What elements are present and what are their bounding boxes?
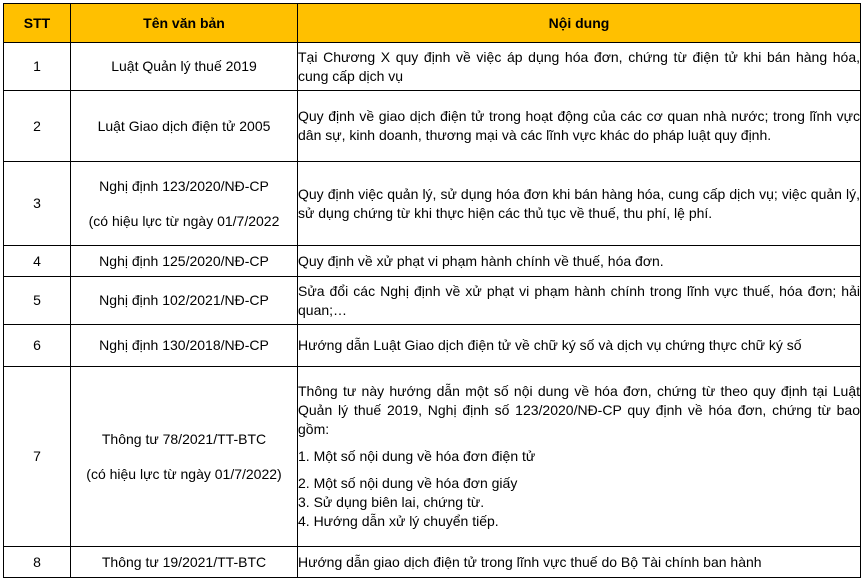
row-content bbox=[298, 367, 861, 547]
row-stt: 6 bbox=[4, 325, 71, 367]
table-row bbox=[4, 162, 861, 246]
row-content: Sửa đổi các Nghị định về xử phạt vi phạm hành chính trong lĩnh vực thuế, hóa đơn; hải quan;… bbox=[298, 277, 861, 325]
row-stt: 4 bbox=[4, 246, 71, 277]
row-name-note: (có hiệu lực từ ngày 01/7/2022 bbox=[88, 212, 280, 229]
row-name: Luật Giao dịch điện tử 2005 bbox=[71, 91, 298, 162]
row-name: Luật Quản lý thuế 2019 bbox=[71, 43, 298, 91]
row-name: Nghị định 130/2018/NĐ-CP bbox=[71, 325, 298, 367]
row-content: Quy định về giao dịch điện tử trong hoạt động của các cơ quan nhà nước; trong lĩnh vực dân sự, kinh doanh, thương mại và các lĩnh vực khác do pháp luật quy định. bbox=[298, 91, 861, 162]
table-row bbox=[4, 325, 861, 367]
row-name-note: (có hiệu lực từ ngày 01/7/2022) bbox=[86, 465, 282, 482]
content-item: 3. Sử dụng biên lai, chứng từ. bbox=[298, 494, 485, 510]
row-content: Hướng dẫn giao dịch điện tử trong lĩnh vực thuế do Bộ Tài chính ban hành bbox=[298, 547, 861, 578]
content-item: 1. Một số nội dung về hóa đơn điện tử bbox=[298, 448, 536, 464]
table-row bbox=[4, 43, 861, 91]
table-row bbox=[4, 367, 861, 547]
row-content: Tại Chương X quy định về việc áp dụng hóa đơn, chứng từ điện tử khi bán hàng hóa, cung cấp dịch vụ bbox=[298, 43, 861, 91]
table-row bbox=[4, 91, 861, 162]
row-name: Nghị định 125/2020/NĐ-CP bbox=[71, 246, 298, 277]
row-stt: 7 bbox=[4, 367, 71, 547]
document-table bbox=[3, 3, 861, 578]
row-name: Nghị định 102/2021/NĐ-CP bbox=[71, 277, 298, 325]
header-content: Nội dung bbox=[298, 4, 861, 43]
row-name bbox=[71, 367, 298, 547]
row-name-title: Thông tư 78/2021/TT-BTC bbox=[101, 430, 267, 447]
row-stt: 8 bbox=[4, 547, 71, 578]
row-name bbox=[71, 162, 298, 246]
table-row bbox=[4, 277, 861, 325]
content-item: 4. Hướng dẫn xử lý chuyển tiếp. bbox=[298, 513, 499, 529]
row-content: Quy định về xử phạt vi phạm hành chính về thuế, hóa đơn. bbox=[298, 246, 861, 277]
row-content: Hướng dẫn Luật Giao dịch điện tử về chữ ký số và dịch vụ chứng thực chữ ký số bbox=[298, 325, 861, 367]
content-item: 2. Một số nội dung về hóa đơn giấy bbox=[298, 475, 518, 491]
header-stt: STT bbox=[4, 4, 71, 43]
row-stt: 2 bbox=[4, 91, 71, 162]
row-stt: 3 bbox=[4, 162, 71, 246]
table-row bbox=[4, 547, 861, 578]
row-stt: 1 bbox=[4, 43, 71, 91]
row-content: Quy định việc quản lý, sử dụng hóa đơn khi bán hàng hóa, cung cấp dịch vụ; việc quản lý, sử dụng chứng từ khi thực hiện các thủ tục về thuế, thu phí, lệ phí. bbox=[298, 162, 861, 246]
header-name: Tên văn bản bbox=[71, 4, 298, 43]
row-stt: 5 bbox=[4, 277, 71, 325]
row-name: Thông tư 19/2021/TT-BTC bbox=[71, 547, 298, 578]
table-row bbox=[4, 246, 861, 277]
header-row bbox=[4, 4, 861, 43]
row-name-title: Nghị định 123/2020/NĐ-CP bbox=[99, 177, 269, 194]
content-intro: Thông tư này hướng dẫn một số nội dung về hóa đơn, chứng từ theo quy định tại Luật Quản lý thuế 2019, Nghị định số 123/2020/NĐ-CP quy định về hóa đơn, chứng từ bao gồm: bbox=[298, 383, 860, 437]
